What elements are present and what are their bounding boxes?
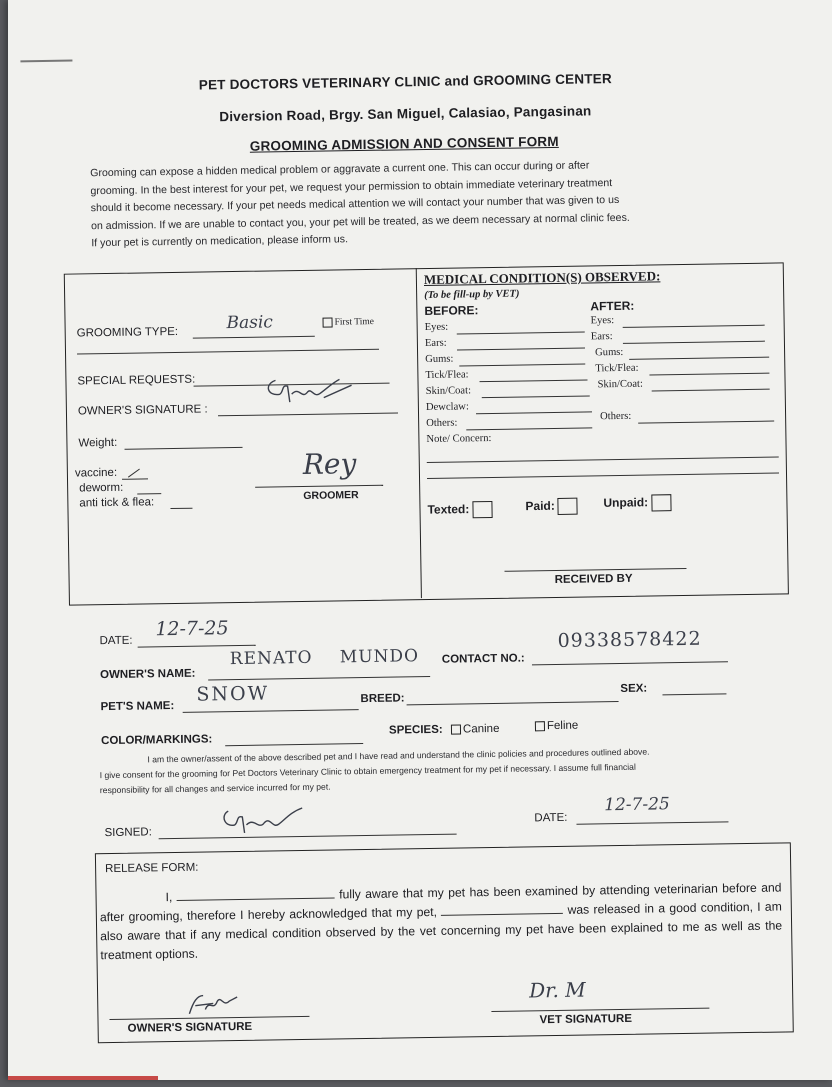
medical-subtitle: (To be fill-up by VET) (424, 288, 520, 302)
first-time-checkbox[interactable] (322, 317, 332, 327)
release-owner-signature (183, 991, 243, 1022)
owner-name-line[interactable] (208, 676, 430, 680)
anti-tick-label: anti tick & flea: (79, 496, 155, 510)
note-label: Note/ Concern: (426, 432, 492, 446)
intro-paragraph (90, 155, 721, 252)
release-title: RELEASE FORM: (105, 861, 199, 876)
owner-signature-label: OWNER'S SIGNATURE : (77, 403, 208, 418)
after-gums-label: Gums: (594, 346, 624, 359)
unpaid-label: Unpaid: (603, 495, 649, 510)
after-label: AFTER: (590, 298, 635, 314)
release-text (99, 878, 782, 965)
breed-label: BREED: (360, 692, 405, 706)
consent-line: responsibility for all changes and service incurred for my pet. (99, 781, 331, 796)
unpaid-field[interactable] (603, 494, 671, 512)
clinic-name: PET DOCTORS VETERINARY CLINIC and GROOMING CENTER (198, 71, 612, 93)
contact-label: CONTACT NO.: (441, 652, 525, 666)
release-text-a: I, (165, 889, 177, 905)
first-time-label: First Time (334, 317, 374, 328)
date-line[interactable] (138, 645, 256, 648)
paid-label: Paid: (525, 498, 555, 514)
corner-mark (20, 60, 72, 63)
clinic-address: Diversion Road, Brgy. San Miguel, Calasiao, Pangasinan (219, 103, 592, 125)
after-tick-label: Tick/Flea: (595, 362, 639, 375)
before-ears-label: Ears: (424, 337, 447, 350)
before-gums-label: Gums: (425, 353, 454, 366)
groomer-label: GROOMER (303, 489, 359, 502)
paid-checkbox[interactable] (558, 498, 578, 515)
owner-signature-scribble (261, 373, 358, 411)
pet-name-value[interactable]: SNOW (196, 682, 270, 706)
release-owner-signature-label: OWNER'S SIGNATURE (127, 1020, 253, 1035)
owner-consent-signature (218, 802, 309, 837)
paid-field[interactable] (525, 498, 578, 516)
release-name-blank[interactable] (177, 887, 335, 901)
intro-line: If your pet is currently on medication, please inform us. (91, 233, 349, 250)
canine-option[interactable] (451, 723, 500, 736)
owner-last-name[interactable]: MUNDO (339, 646, 420, 668)
special-requests-label: SPECIAL REQUESTS: (77, 373, 196, 388)
canine-checkbox[interactable] (451, 724, 461, 734)
vaccine-label: vaccine: (74, 466, 118, 480)
breed-line[interactable] (407, 701, 619, 705)
feline-label: Feline (546, 719, 579, 733)
before-eyes-label: Eyes: (424, 321, 449, 334)
canine-label: Canine (462, 722, 500, 736)
species-label: SPECIES: (388, 723, 443, 737)
intro-line: should it become necessary. If your pet needs medical attention we will contact your number that was given to us (90, 193, 620, 215)
release-pet-blank[interactable] (441, 902, 563, 916)
contact-value[interactable]: 09338578422 (557, 627, 702, 652)
intro-line: grooming. In the best interest for your pet, we request your permission to obtain immediate veterinary treatment (90, 176, 613, 197)
vet-signature-label: VET SIGNATURE (539, 1012, 633, 1027)
contact-line[interactable] (532, 661, 728, 665)
consent-date-value[interactable]: 12-7-25 (604, 794, 670, 816)
sex-line[interactable] (662, 693, 726, 695)
form-title: GROOMING ADMISSION AND CONSENT FORM (249, 133, 559, 154)
medical-title: MEDICAL CONDITION(S) OBSERVED: (423, 268, 661, 288)
before-label: BEFORE: (424, 303, 479, 319)
after-skin-label: Skin/Coat: (597, 378, 643, 391)
vet-signature: Dr. M (528, 977, 586, 1003)
before-tick-label: Tick/Flea: (425, 369, 469, 382)
groomer-signature: Rey (302, 447, 357, 481)
after-ears-label: Ears: (590, 331, 613, 343)
consent-paragraph (99, 743, 750, 798)
grooming-type-label: GROOMING TYPE: (76, 325, 179, 340)
grooming-type-value[interactable]: Basic (226, 312, 274, 334)
color-markings-label: COLOR/MARKINGS: (101, 733, 213, 748)
intro-line: Grooming can expose a hidden medical problem or aggravate a current one. This can occur during or after (90, 159, 590, 180)
date-label: DATE: (99, 634, 133, 648)
deworm-label: deworm: (79, 481, 124, 495)
release-text-b: fully aware that my pet has been examined by attending veterinarian before and after grooming, therefore I hereby acknowledged that my pet, (99, 880, 782, 925)
color-markings-line[interactable] (225, 743, 363, 746)
texted-label: Texted: (427, 502, 470, 517)
release-text-c: was released in a good condition, I am also aware that if any medical condition observed by the vet concerning my pet have been explained to me as well as the treatment options. (100, 899, 783, 963)
first-time-option[interactable] (322, 317, 373, 328)
consent-line: I am the owner/assent of the above described pet and I have read and understand the clinic policies and procedures outlined above. (147, 746, 650, 765)
sex-label: SEX: (620, 682, 648, 695)
after-others-label: Others: (599, 410, 632, 423)
feline-option[interactable] (535, 720, 579, 733)
received-by-label: RECEIVED BY (554, 572, 633, 587)
consent-date-label: DATE: (534, 811, 568, 825)
red-edge-strip (8, 1076, 158, 1080)
consent-line: I give consent for the grooming for Pet Doctors Veterinary Clinic to obtain emergency treatment for my pet if necessary. I assume full financial (99, 761, 636, 781)
pet-name-label: PET'S NAME: (100, 700, 175, 714)
form-page (8, 0, 832, 1080)
before-others-label: Others: (426, 417, 458, 430)
texted-checkbox[interactable] (472, 501, 492, 518)
signed-label: SIGNED: (104, 826, 152, 840)
before-skin-label: Skin/Coat: (425, 385, 472, 398)
owner-name-label: OWNER'S NAME: (99, 667, 196, 682)
unpaid-checkbox[interactable] (651, 494, 671, 511)
feline-checkbox[interactable] (535, 721, 545, 731)
pet-name-line[interactable] (183, 709, 359, 713)
before-dewclaw-label: Dewclaw: (425, 401, 469, 414)
intro-line: on admission. If we are unable to contact you, your pet will be treated, as we deem necessary at normal clinic fees. (90, 211, 630, 232)
texted-field[interactable] (427, 501, 492, 519)
date-value[interactable]: 12-7-25 (155, 617, 229, 641)
after-eyes-label: Eyes: (590, 315, 615, 327)
owner-first-name[interactable]: RENATO (229, 647, 313, 670)
consent-date-line[interactable] (576, 821, 728, 824)
weight-label: Weight: (78, 436, 118, 450)
